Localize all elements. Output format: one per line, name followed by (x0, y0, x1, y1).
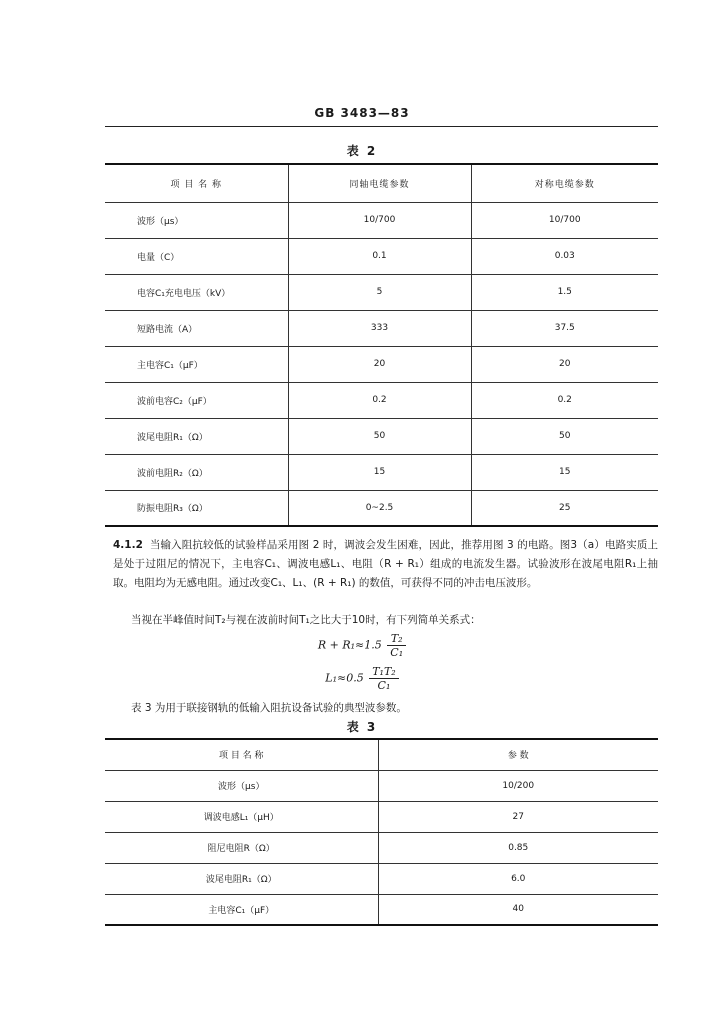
table3-header-item: 项 目 名 称 (105, 739, 378, 770)
row-label: 主电容C₁（μF） (105, 346, 288, 382)
row-label: 波形（μs） (105, 202, 288, 238)
table2 (105, 163, 658, 527)
formula-1-numerator: T₂ (387, 632, 406, 646)
section-number: 4.1.2 (113, 539, 143, 551)
sym-value: 25 (471, 490, 658, 526)
row-label: 电容C₁充电电压（kV） (105, 274, 288, 310)
table-row (105, 346, 658, 382)
row-label: 阻尼电阻R（Ω） (105, 832, 378, 863)
formula-2-numerator: T₁T₂ (369, 665, 399, 679)
sym-value: 0.2 (471, 382, 658, 418)
table-row (105, 490, 658, 526)
table2-header-row (105, 164, 658, 202)
param-value: 40 (378, 894, 658, 925)
table2-header-sym: 对称电缆参数 (471, 164, 658, 202)
formula-1 (0, 632, 724, 659)
coax-value: 10/700 (288, 202, 471, 238)
table-row (105, 770, 658, 801)
table2-header-coax: 同轴电缆参数 (288, 164, 471, 202)
coax-value: 0.2 (288, 382, 471, 418)
row-label: 防振电阻R₃（Ω） (105, 490, 288, 526)
coax-value: 50 (288, 418, 471, 454)
table3-intro: 表 3 为用于联接钢轨的低输入阻抗设备试验的典型波参数。 (131, 702, 407, 714)
row-label: 电量（C） (105, 238, 288, 274)
table-row (105, 310, 658, 346)
coax-value: 5 (288, 274, 471, 310)
coax-value: 333 (288, 310, 471, 346)
row-label: 波尾电阻R₁（Ω） (105, 418, 288, 454)
sym-value: 37.5 (471, 310, 658, 346)
table3-header-param: 参 数 (378, 739, 658, 770)
row-label: 主电容C₁（μF） (105, 894, 378, 925)
table3 (105, 738, 658, 926)
formula-1-fraction (387, 632, 406, 659)
row-label: 波尾电阻R₁（Ω） (105, 863, 378, 894)
coax-value: 15 (288, 454, 471, 490)
table3-header-row (105, 739, 658, 770)
coax-value: 0.1 (288, 238, 471, 274)
row-label: 波前电阻R₂（Ω） (105, 454, 288, 490)
sym-value: 15 (471, 454, 658, 490)
table2-caption: 表 2 (346, 144, 378, 158)
table2-header-item: 项 目 名 称 (105, 164, 288, 202)
row-label: 调波电感L₁（μH） (105, 801, 378, 832)
table-row (105, 454, 658, 490)
table-row (105, 382, 658, 418)
formula-2-denominator: C₁ (377, 679, 391, 692)
formula-1-lhs: R + R₁≈1.5 (317, 638, 382, 652)
table-row (105, 894, 658, 925)
param-value: 27 (378, 801, 658, 832)
formula-2-fraction (369, 665, 399, 692)
sym-value: 1.5 (471, 274, 658, 310)
table-row (105, 274, 658, 310)
row-label: 波前电容C₂（μF） (105, 382, 288, 418)
standard-code: GB 3483—83 (314, 106, 410, 120)
table-row (105, 863, 658, 894)
table-row (105, 418, 658, 454)
param-value: 0.85 (378, 832, 658, 863)
row-label: 波形（μs） (105, 770, 378, 801)
table-row (105, 832, 658, 863)
formula-1-denominator: C₁ (390, 646, 404, 659)
formula-2 (0, 665, 724, 692)
sym-value: 20 (471, 346, 658, 382)
table-row (105, 202, 658, 238)
table-row (105, 801, 658, 832)
condition-paragraph: 当视在半峰值时间T₂与视在波前时间T₁之比大于10时，有下列简单关系式： (131, 614, 481, 626)
coax-value: 20 (288, 346, 471, 382)
table3-caption: 表 3 (346, 720, 378, 734)
formula-2-lhs: L₁≈0.5 (325, 671, 364, 685)
table-row (105, 238, 658, 274)
row-label: 短路电流（A） (105, 310, 288, 346)
param-value: 6.0 (378, 863, 658, 894)
header-rule (105, 126, 658, 127)
sym-value: 10/700 (471, 202, 658, 238)
param-value: 10/200 (378, 770, 658, 801)
section-text: 当输入阻抗较低的试验样品采用图 2 时，调波会发生困难，因此，推荐用图 3 的电路。图3（a）电路实质上是处于过阻尼的情况下，主电容C₁、调波电感L₁、电阻（R + R₁）组成的电流发生器。试验波形在波尾电阻R₁上抽取。电阻均为无感电阻。通过改变C₁、L₁、(R + R₁) 的数值，可获得不同的冲击电压波形。 (113, 539, 658, 589)
coax-value: 0~2.5 (288, 490, 471, 526)
sym-value: 0.03 (471, 238, 658, 274)
section-paragraph (113, 536, 658, 593)
sym-value: 50 (471, 418, 658, 454)
